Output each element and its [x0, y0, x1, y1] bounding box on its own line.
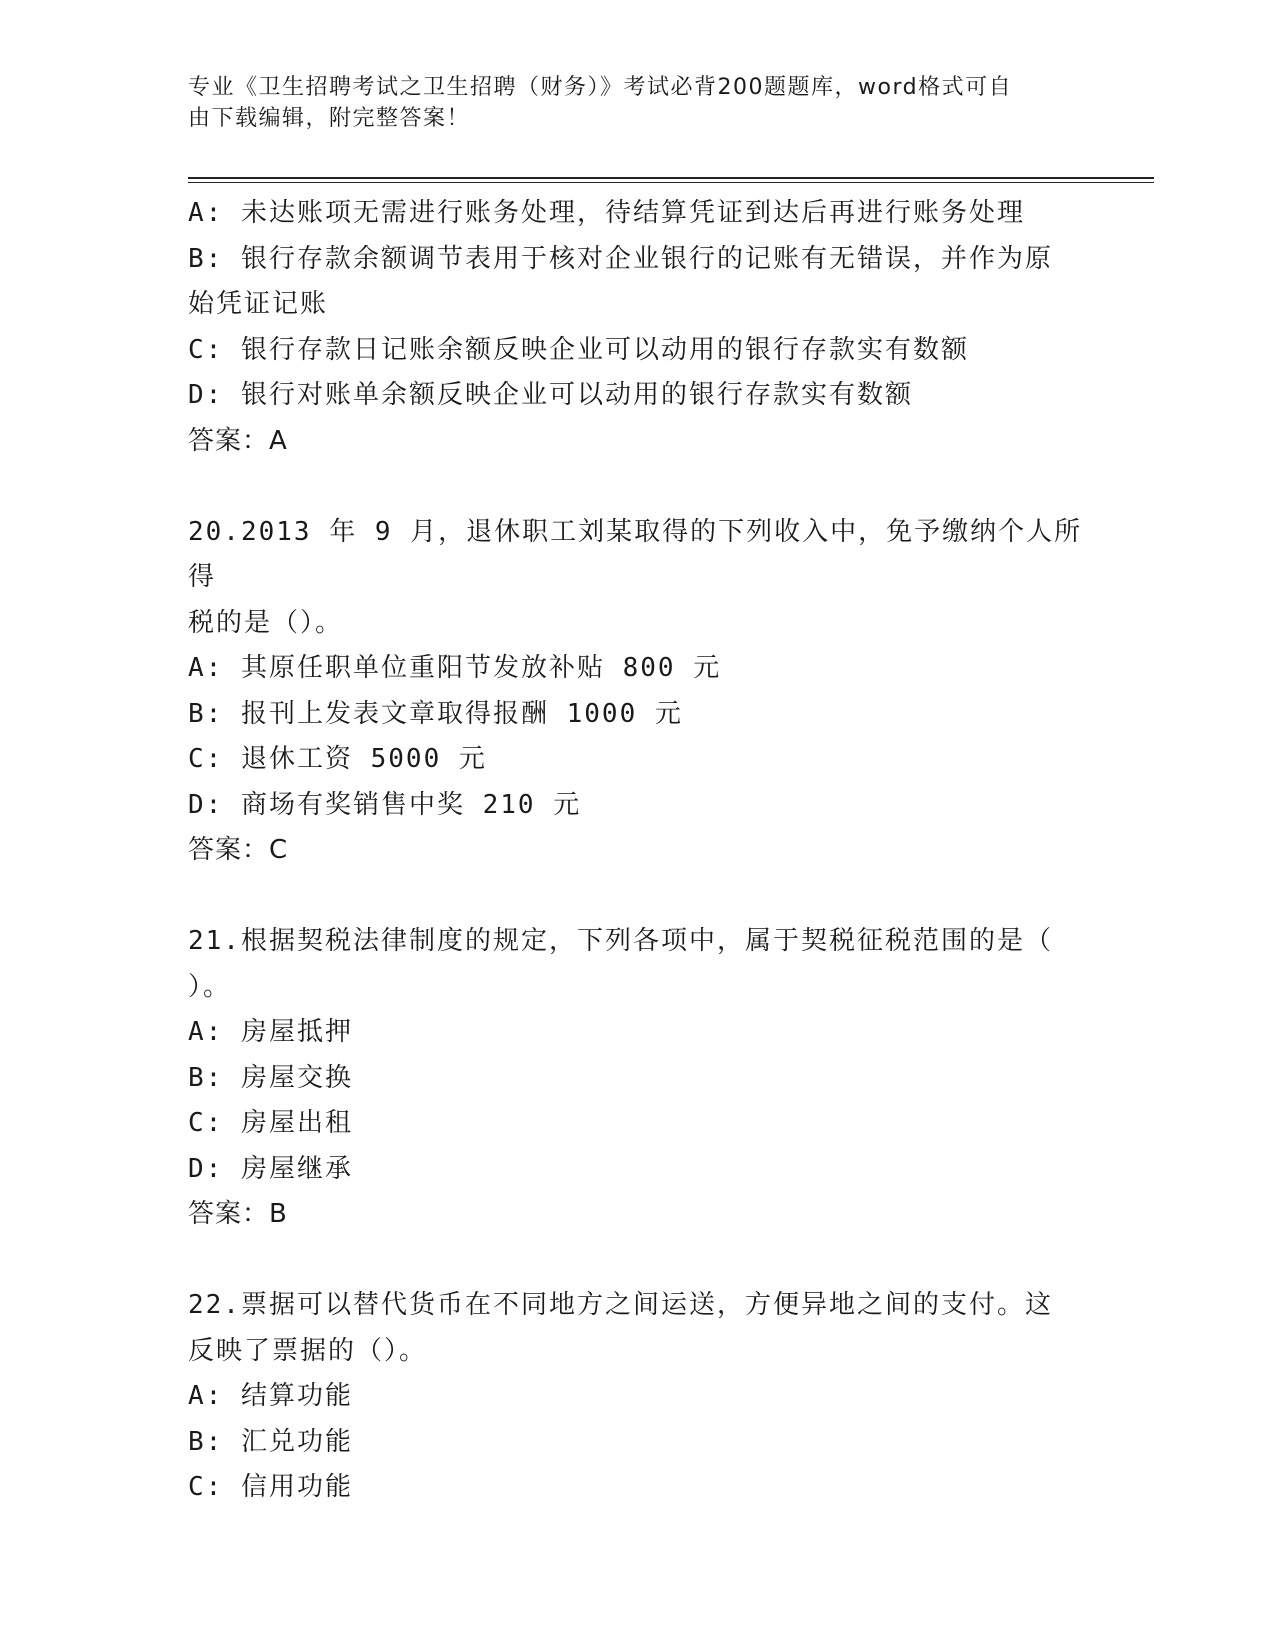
answer: 答案：C: [188, 835, 289, 865]
header-rule-thick: [188, 177, 1154, 179]
document-header: [188, 72, 1088, 134]
question-stem: 21.根据契税法律制度的规定，下列各项中，属于契税征税范围的是（: [188, 926, 1053, 956]
option-d: D: 房屋继承: [188, 1153, 353, 1184]
option-a: A: 结算功能: [188, 1381, 353, 1411]
option-b-continued: 始凭证记账: [188, 289, 329, 319]
answer: 答案：B: [188, 1199, 288, 1229]
option-b: B: 报刊上发表文章取得报酬 1000 元: [188, 698, 683, 729]
question-stem: 20.2013 年 9 月，退休职工刘某取得的下列收入中，免予缴纳个人所得: [188, 516, 1083, 592]
header-line-2: 由下载编辑，附完整答案！: [188, 106, 471, 131]
header-rule-thin: [188, 182, 1154, 183]
option-a: A: 其原任职单位重阳节发放补贴 800 元: [188, 653, 722, 683]
option-b: B: 房屋交换: [188, 1062, 353, 1093]
question-stem-continued: 税的是（）。: [188, 607, 344, 638]
option-b: B: 汇兑功能: [188, 1426, 353, 1457]
question-20-block: [188, 510, 1088, 874]
option-c: C: 信用功能: [188, 1472, 353, 1502]
question-19-block: [188, 191, 1088, 464]
question-21-block: [188, 919, 1088, 1238]
option-d: D: 银行对账单余额反映企业可以动用的银行存款实有数额: [188, 380, 913, 410]
option-c: C: 银行存款日记账余额反映企业可以动用的银行存款实有数额: [188, 334, 969, 365]
option-a: A: 未达账项无需进行账务处理，待结算凭证到达后再进行账务处理: [188, 198, 1025, 228]
spacer: [188, 464, 1088, 510]
spacer: [188, 1238, 1088, 1284]
option-c: C: 房屋出租: [188, 1108, 353, 1138]
question-stem-continued: 反映了票据的（）。: [188, 1335, 428, 1366]
document-body: [188, 191, 1088, 1511]
answer: 答案：A: [188, 425, 288, 456]
question-22-block: [188, 1283, 1088, 1511]
option-c: C: 退休工资 5000 元: [188, 744, 487, 774]
question-stem: 22.票据可以替代货币在不同地方之间运送，方便异地之间的支付。这: [188, 1290, 1053, 1320]
option-d: D: 商场有奖销售中奖 210 元: [188, 789, 582, 820]
option-b: B: 银行存款余额调节表用于核对企业银行的记账有无错误，并作为原: [188, 243, 1053, 274]
option-a: A: 房屋抵押: [188, 1017, 353, 1047]
question-stem-continued: ）。: [188, 971, 232, 1002]
header-line-1: 专业《卫生招聘考试之卫生招聘（财务）》考试必背200题题库，word格式可自: [188, 75, 1013, 100]
spacer: [188, 874, 1088, 920]
